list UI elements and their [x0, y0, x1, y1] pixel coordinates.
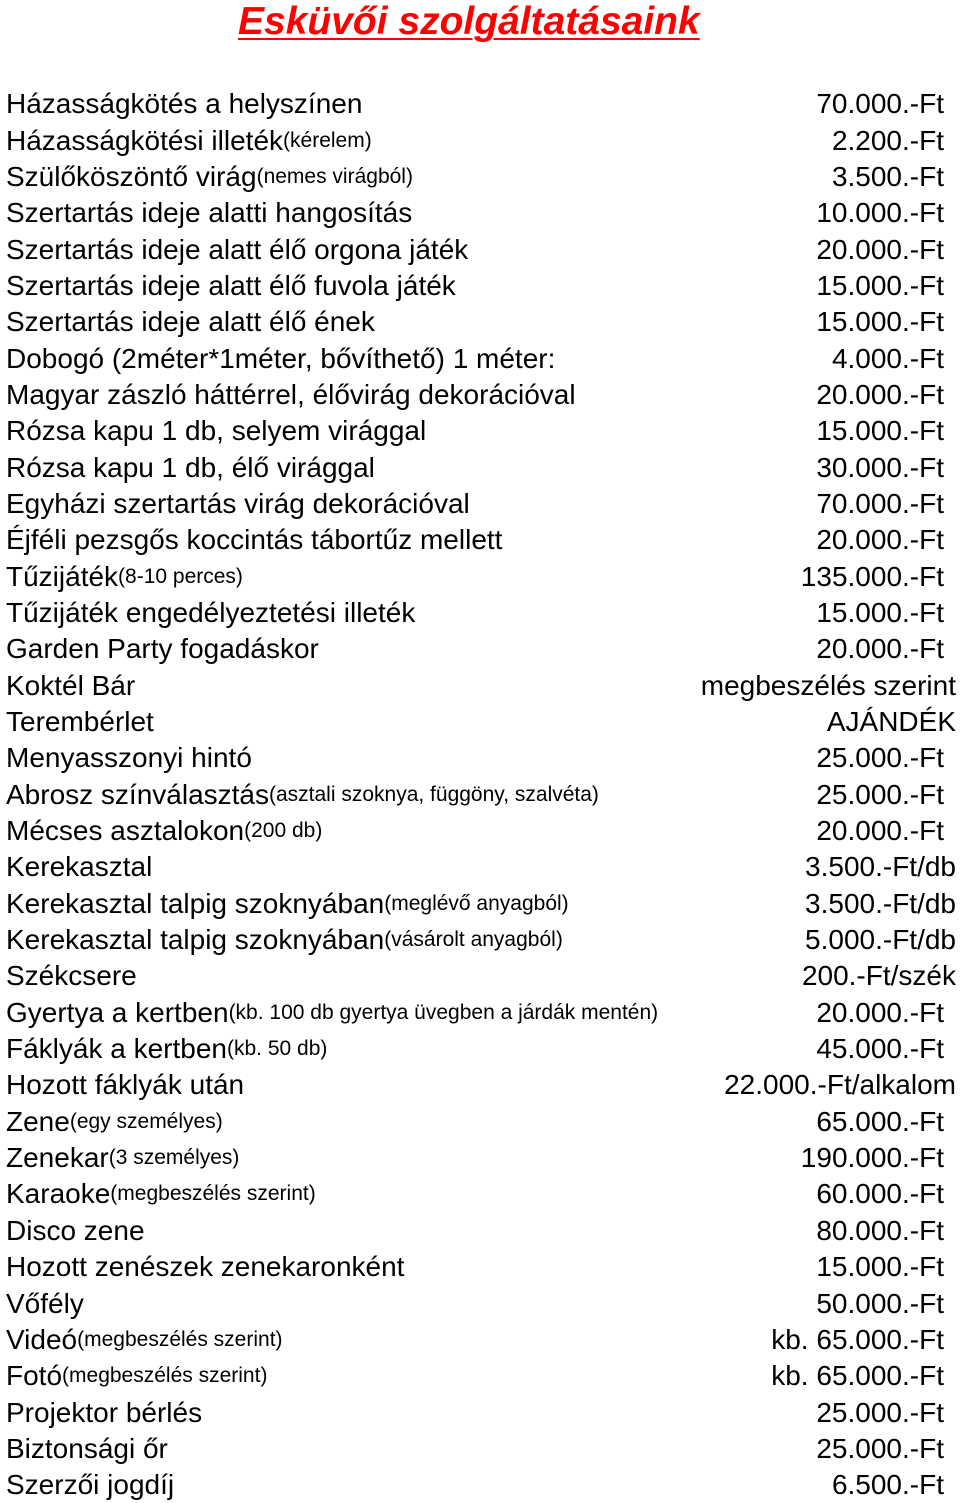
service-name: Videó — [6, 1323, 78, 1355]
service-price: 15.000.-Ft — [816, 1251, 944, 1283]
price-row — [6, 1140, 956, 1176]
price-row — [6, 449, 956, 485]
service-price: 80.000.-Ft — [816, 1214, 944, 1246]
service-price: 15.000.-Ft — [816, 269, 944, 301]
service-note: (kérelem) — [283, 128, 372, 152]
service-name: Abrosz színválasztás — [6, 778, 269, 810]
service-name: Szertartás ideje alatt élő orgona játék — [6, 233, 469, 265]
service-price: 25.000.-Ft — [816, 1432, 944, 1464]
service-name: Házasságkötés a helyszínen — [6, 88, 363, 120]
price-row — [6, 777, 956, 813]
service-price: 190.000.-Ft — [800, 1142, 944, 1174]
page-title: Esküvői szolgáltatásaink — [238, 0, 700, 43]
price-list — [6, 86, 956, 1503]
service-name: Kerekasztal talpig szoknyában — [6, 887, 385, 919]
price-row — [6, 231, 956, 267]
service-price: 20.000.-Ft — [816, 815, 944, 847]
price-row — [6, 849, 956, 885]
service-name: Szerzői jogdíj — [6, 1469, 175, 1501]
service-name: Rózsa kapu 1 db, élő virággal — [6, 451, 375, 483]
price-row — [6, 522, 956, 558]
service-note: (megbeszélés szerint) — [62, 1364, 268, 1388]
price-row — [6, 304, 956, 340]
service-name: Szertartás ideje alatt élő ének — [6, 306, 375, 338]
price-row — [6, 922, 956, 958]
price-row — [6, 268, 956, 304]
service-name: Koktél Bár — [6, 669, 136, 701]
price-row — [6, 195, 956, 231]
service-price: 22.000.-Ft/alkalom — [724, 1069, 956, 1101]
service-note: (megbeszélés szerint) — [110, 1182, 316, 1206]
service-price: 20.000.-Ft — [816, 378, 944, 410]
service-name: Vőfély — [6, 1287, 84, 1319]
service-price: 5.000.-Ft/db — [805, 924, 956, 956]
service-note: (kb. 50 db) — [227, 1037, 328, 1061]
service-name: Terembérlet — [6, 706, 154, 738]
service-note: (meglévő anyagból) — [384, 891, 569, 915]
service-name: Szülőköszöntő virág — [6, 160, 257, 192]
price-row — [6, 1431, 956, 1467]
service-name: Fotó — [6, 1360, 63, 1392]
service-name: Kerekasztal — [6, 851, 153, 883]
service-price: megbeszélés szerint — [700, 669, 956, 701]
price-row — [6, 1322, 956, 1358]
service-note: (asztali szoknya, függöny, szalvéta) — [269, 782, 599, 806]
price-row — [6, 886, 956, 922]
service-name: Disco zene — [6, 1214, 145, 1246]
service-note: (vásárolt anyagból) — [384, 928, 563, 952]
service-name: Mécses asztalokon — [6, 815, 245, 847]
service-name: Szertartás ideje alatti hangosítás — [6, 197, 413, 229]
service-name: Éjféli pezsgős koccintás tábortűz mellett — [6, 524, 503, 556]
service-name: Zene — [6, 1105, 70, 1137]
price-row — [6, 995, 956, 1031]
service-price: kb. 65.000.-Ft — [771, 1323, 944, 1355]
service-name: Karaoke — [6, 1178, 111, 1210]
price-row — [6, 1358, 956, 1394]
price-row — [6, 1285, 956, 1321]
service-price: 135.000.-Ft — [800, 560, 944, 592]
price-row — [6, 595, 956, 631]
service-price: 20.000.-Ft — [816, 233, 944, 265]
price-row — [6, 631, 956, 667]
service-name: Tűzijáték — [6, 560, 119, 592]
service-name: Menyasszonyi hintó — [6, 742, 252, 774]
service-name: Dobogó (2méter*1méter, bővíthető) 1 méter: — [6, 342, 556, 374]
service-name: Zenekar — [6, 1142, 109, 1174]
service-price: 2.200.-Ft — [831, 124, 944, 156]
service-price: 15.000.-Ft — [816, 415, 944, 447]
price-row — [6, 122, 956, 158]
service-note: (3 személyes) — [108, 1146, 240, 1170]
service-price: 20.000.-Ft — [816, 524, 944, 556]
service-price: 15.000.-Ft — [816, 596, 944, 628]
price-row — [6, 1176, 956, 1212]
service-price: 70.000.-Ft — [816, 88, 944, 120]
service-price: 6.500.-Ft — [831, 1469, 944, 1501]
service-note: (nemes virágból) — [256, 164, 413, 188]
service-price: 25.000.-Ft — [816, 778, 944, 810]
price-row — [6, 558, 956, 594]
price-row — [6, 413, 956, 449]
service-name: Magyar zászló háttérrel, élővirág dekorációval — [6, 378, 576, 410]
service-note: (megbeszélés szerint) — [77, 1327, 283, 1351]
service-price: 25.000.-Ft — [816, 1396, 944, 1428]
service-name: Fáklyák a kertben — [6, 1033, 227, 1065]
price-row — [6, 1394, 956, 1430]
service-name: Rózsa kapu 1 db, selyem virággal — [6, 415, 427, 447]
price-row — [6, 1249, 956, 1285]
service-note: (egy személyes) — [69, 1109, 223, 1133]
service-price: 45.000.-Ft — [816, 1033, 944, 1065]
service-price: 70.000.-Ft — [816, 487, 944, 519]
price-row — [6, 340, 956, 376]
service-price: AJÁNDÉK — [826, 706, 956, 738]
service-price: kb. 65.000.-Ft — [771, 1360, 944, 1392]
service-name: Hozott fáklyák után — [6, 1069, 245, 1101]
price-row — [6, 86, 956, 122]
service-price: 60.000.-Ft — [816, 1178, 944, 1210]
price-row — [6, 159, 956, 195]
service-price: 30.000.-Ft — [816, 451, 944, 483]
service-price: 50.000.-Ft — [816, 1287, 944, 1319]
service-price: 3.500.-Ft — [831, 160, 944, 192]
price-row — [6, 704, 956, 740]
price-row — [6, 377, 956, 413]
service-name: Kerekasztal talpig szoknyában — [6, 924, 385, 956]
service-name: Egyházi szertartás virág dekorációval — [6, 487, 470, 519]
service-name: Garden Party fogadáskor — [6, 633, 319, 665]
service-price: 20.000.-Ft — [816, 633, 944, 665]
price-row — [6, 1031, 956, 1067]
service-price: 20.000.-Ft — [816, 996, 944, 1028]
service-price: 25.000.-Ft — [816, 742, 944, 774]
service-price: 10.000.-Ft — [816, 197, 944, 229]
price-row — [6, 1467, 956, 1503]
service-name: Szertartás ideje alatt élő fuvola játék — [6, 269, 456, 301]
service-name: Hozott zenészek zenekaronként — [6, 1251, 405, 1283]
service-name: Projektor bérlés — [6, 1396, 203, 1428]
price-row — [6, 813, 956, 849]
service-price: 15.000.-Ft — [816, 306, 944, 338]
price-row — [6, 1067, 956, 1103]
service-price: 4.000.-Ft — [831, 342, 944, 374]
service-name: Házasságkötési illeték — [6, 124, 284, 156]
service-price: 200.-Ft/szék — [801, 960, 956, 992]
service-name: Gyertya a kertben — [6, 996, 229, 1028]
service-price: 3.500.-Ft/db — [805, 851, 956, 883]
price-row — [6, 668, 956, 704]
price-row — [6, 740, 956, 776]
service-name: Székcsere — [6, 960, 137, 992]
service-price: 3.500.-Ft/db — [805, 887, 956, 919]
price-row — [6, 1213, 956, 1249]
price-row — [6, 1104, 956, 1140]
service-note: (200 db) — [244, 819, 323, 843]
price-row — [6, 958, 956, 994]
price-row — [6, 486, 956, 522]
service-note: (8-10 perces) — [118, 564, 243, 588]
service-note: (kb. 100 db gyertya üvegben a járdák mentén) — [228, 1000, 659, 1024]
service-price: 65.000.-Ft — [816, 1105, 944, 1137]
service-name: Biztonsági őr — [6, 1432, 168, 1464]
service-name: Tűzijáték engedélyeztetési illeték — [6, 596, 416, 628]
